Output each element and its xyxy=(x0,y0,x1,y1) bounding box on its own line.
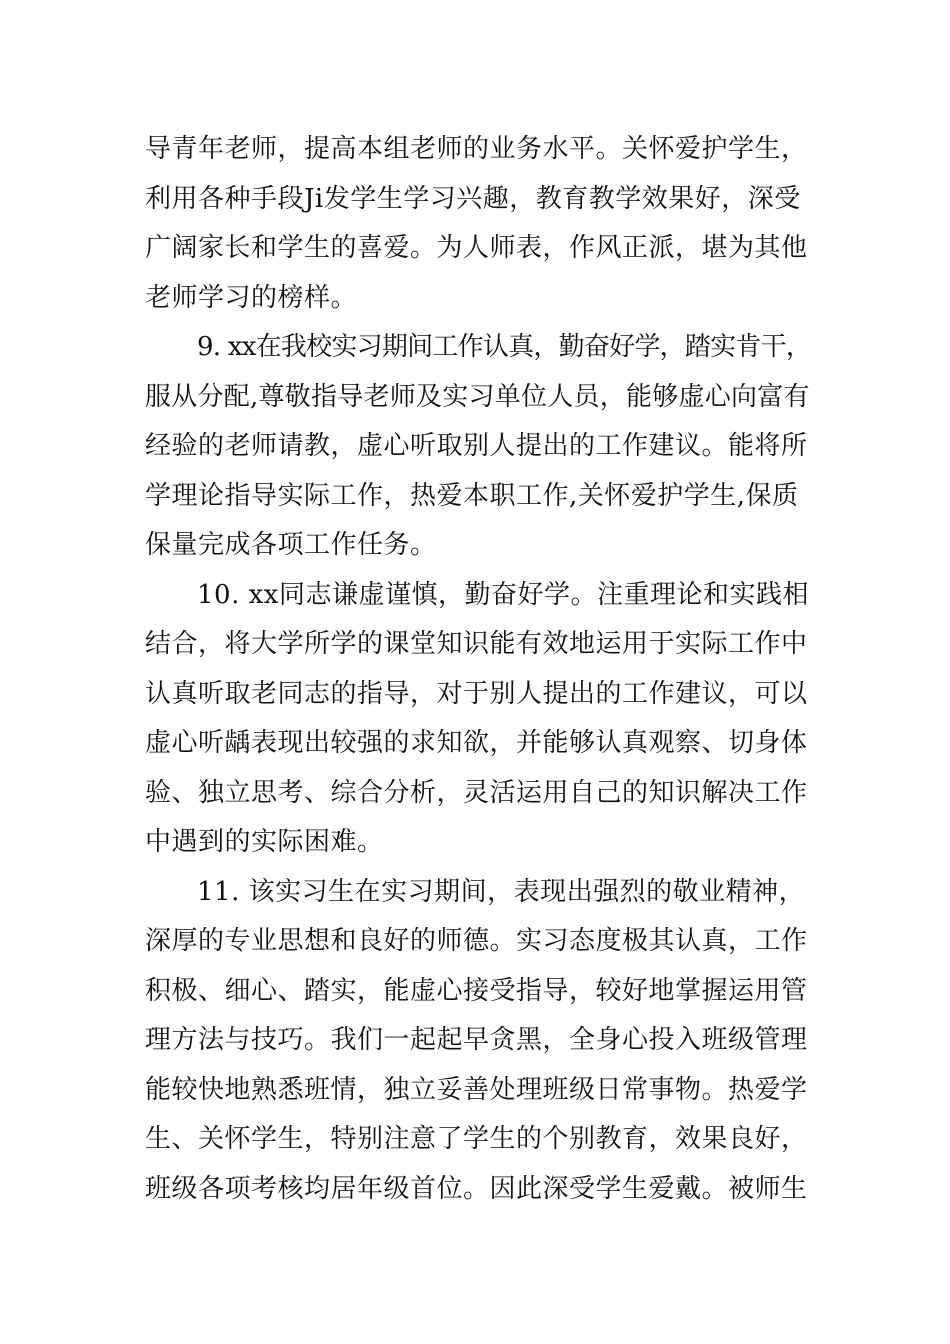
text-line: 班级各项考核均居年级首位。因此深受学生爱戴。被师生 xyxy=(145,1173,808,1204)
text-line: 中遇到的实际困难。 xyxy=(145,827,384,857)
text-line: 保量完成各项工作任务。 xyxy=(145,530,437,560)
text-line: 服从分配,尊敬指导老师及实习单位人员，能够虚心向富有 xyxy=(145,381,810,412)
text-line: 能较快地熟悉班情，独立妥善处理班级日常事物。热爱学 xyxy=(145,1074,808,1105)
paragraph-start-line-10: 10. xx同志谦虚谨慎，勤奋好学。注重理论和实践相 xyxy=(197,579,809,610)
text-line: 虚心听龋表现出较强的求知欲，并能够认真观察、切身体 xyxy=(145,728,808,758)
text-line: 老师学习的榜样。 xyxy=(145,282,358,313)
text-line: 生、关怀学生，特别注意了学生的个别教育，效果良好， xyxy=(145,1124,808,1154)
text-line: 深厚的专业思想和良好的师德。实习态度极其认真，工作 xyxy=(145,926,808,956)
text-line: 积极、细心、踏实，能虚心接受指导，较好地掌握运用管 xyxy=(145,975,808,1006)
document-body-text xyxy=(145,125,815,1214)
text-line: 导青年老师，提高本组老师的业务水平。关怀爱护学生， xyxy=(145,134,808,164)
text-line: 利用各种手段Ji发学生学习兴趣，教育教学效果好，深受 xyxy=(145,183,801,214)
text-line: 经验的老师请教，虚心听取别人提出的工作建议。能将所 xyxy=(145,431,808,461)
text-line: 验、独立思考、综合分析，灵活运用自己的知识解决工作 xyxy=(145,777,808,808)
text-line: 学理论指导实际工作，热爱本职工作,关怀爱护学生,保质 xyxy=(145,480,799,511)
paragraph-start-line-9: 9. xx在我校实习期间工作认真，勤奋好学，踏实肯干， xyxy=(197,332,812,362)
text-line: 广阔家长和学生的喜爱。为人师表，作风正派，堪为其他 xyxy=(145,233,808,263)
text-line: 结合，将大学所学的课堂知识能有效地运用于实际工作中 xyxy=(145,629,808,659)
text-line: 理方法与技巧。我们一起起早贪黑，全身心投入班级管理 xyxy=(145,1025,808,1055)
text-line: 认真听取老同志的指导，对于别人提出的工作建议，可以 xyxy=(145,678,808,709)
paragraph-start-line-11: 11. 该实习生在实习期间，表现出强烈的敬业精神， xyxy=(197,876,806,907)
